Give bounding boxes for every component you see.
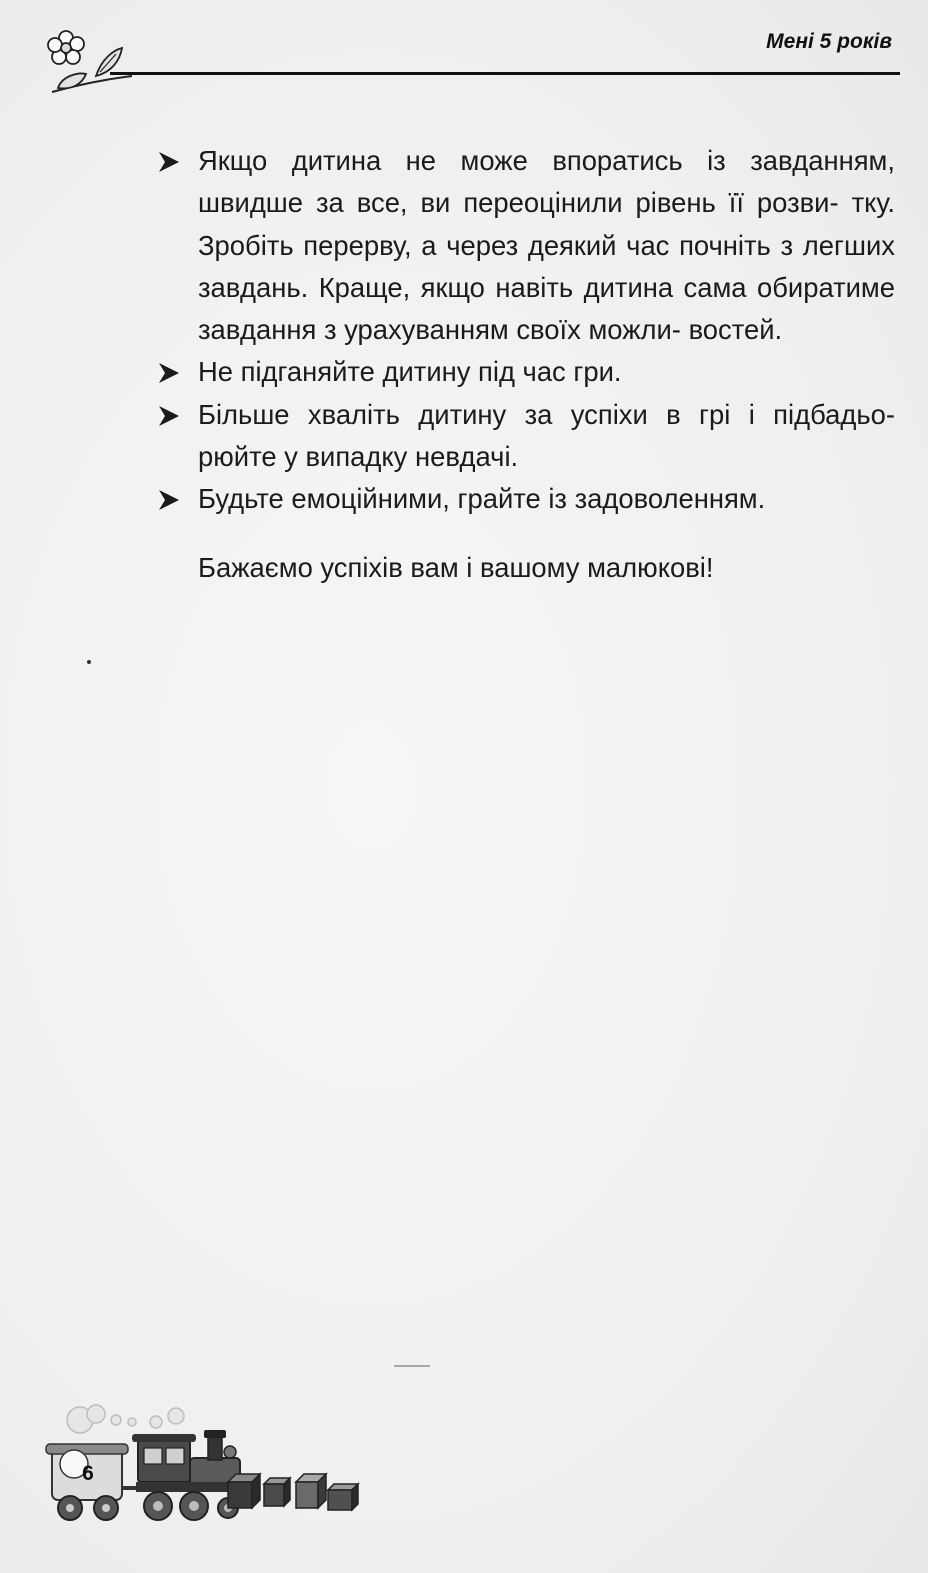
advice-item (155, 351, 895, 393)
ink-speck (87, 660, 91, 664)
advice-line: швидше за все, ви переоцінили рівень її розви- (198, 187, 839, 219)
advice-line: рюйте у випадку невдачі. (198, 441, 519, 473)
advice-item (155, 394, 895, 479)
arrowhead-bullet-icon (155, 140, 185, 182)
header-rule (110, 72, 900, 75)
advice-line: Будьте емоційними, грайте із задоволенням. (198, 483, 766, 515)
advice-line: Більше хваліть дитину за успіхи в грі і підбадьо- (198, 398, 895, 430)
advice-item (155, 140, 895, 351)
page-number: 6 (82, 1462, 94, 1485)
page-header (0, 0, 928, 100)
advice-line: тку. Зробіть перерву, а через деякий час почніть (198, 187, 895, 261)
ink-dash (394, 1365, 430, 1367)
closing-wish: Бажаємо успіхів вам і вашому малюкові! (198, 551, 714, 583)
arrowhead-bullet-icon (155, 394, 185, 436)
flower-leaf-icon (44, 28, 136, 98)
advice-item (155, 478, 895, 520)
advice-line: обиратиме завдання з урахуванням своїх можли- (198, 271, 895, 346)
advice-line: з легших завдань. Краще, якщо навіть дитина сама (198, 229, 895, 303)
arrowhead-bullet-icon (155, 478, 185, 520)
advice-line: Не підганяйте дитину під час гри. (198, 356, 622, 388)
running-header-title: Мені 5 років (766, 30, 892, 53)
advice-list (155, 140, 895, 589)
advice-line: востей. (688, 314, 783, 346)
arrowhead-bullet-icon (155, 351, 185, 393)
advice-line: Якщо дитина не може впоратись із завданням, (198, 145, 895, 176)
